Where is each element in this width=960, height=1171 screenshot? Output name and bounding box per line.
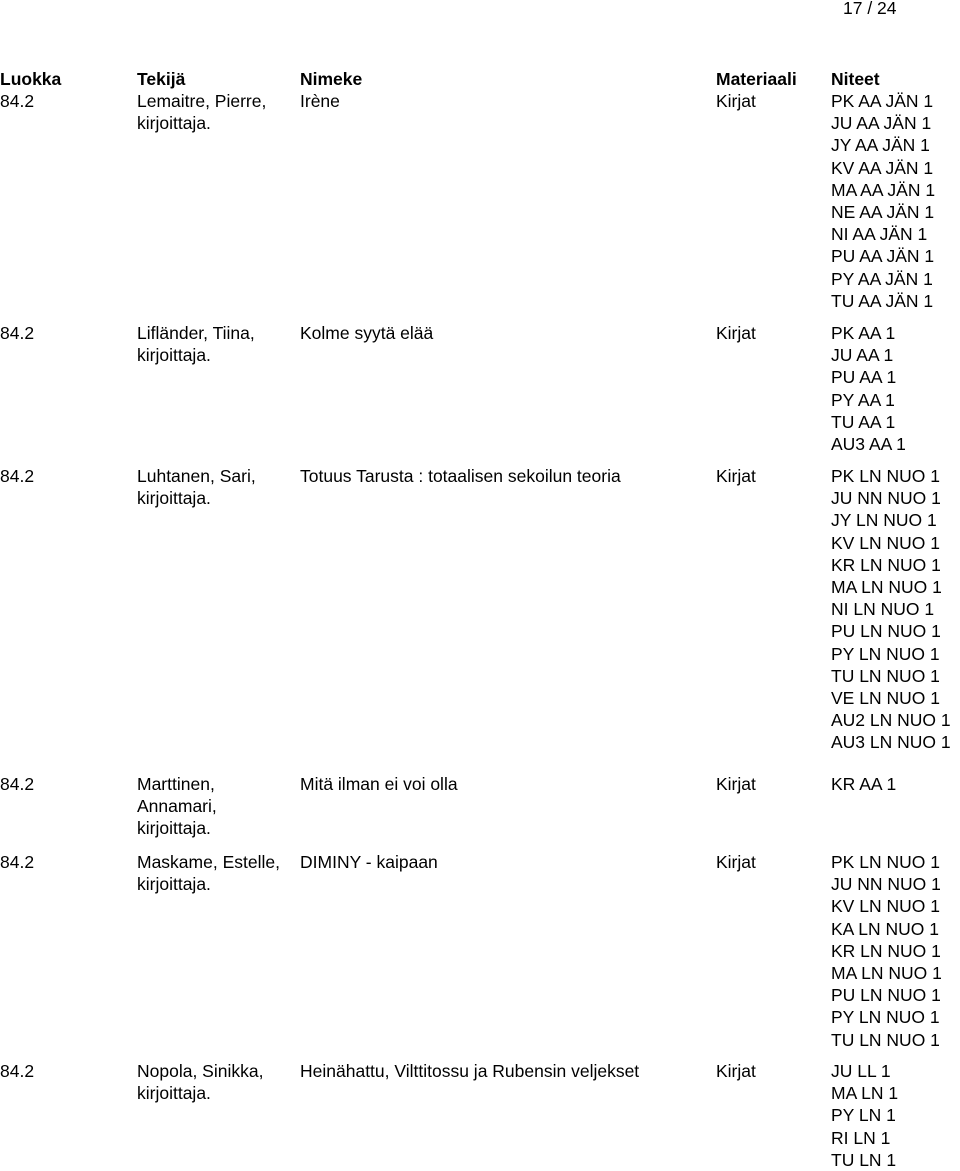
materiaali-cell: Kirjat: [716, 323, 756, 343]
nide-line: PY AA 1: [831, 389, 895, 410]
table-row: [0, 90, 960, 322]
nide-line: PU LN NUO 1: [831, 621, 941, 642]
nide-line: JY LN NUO 1: [831, 510, 937, 531]
niteet-cell: [831, 773, 896, 795]
nide-line: JU AA 1: [831, 345, 894, 366]
nide-line: KV AA JÄN 1: [831, 157, 934, 178]
nide-line: JU LL 1: [831, 1061, 891, 1081]
catalog-table: [0, 68, 960, 1171]
header-niteet: Niteet: [831, 69, 880, 89]
table-row: [0, 465, 960, 773]
nide-line: JY AA JÄN 1: [831, 135, 930, 156]
tekija-cell: [137, 773, 217, 840]
nide-line: PY LN NUO 1: [831, 1007, 940, 1028]
nide-line: KA LN NUO 1: [831, 918, 939, 939]
nide-line: RI LN 1: [831, 1127, 891, 1148]
nide-line: JU NN NUO 1: [831, 874, 941, 895]
nide-line: TU LN NUO 1: [831, 1029, 940, 1050]
nide-line: KV LN NUO 1: [831, 532, 940, 553]
tekija-line: kirjoittaja.: [137, 488, 211, 509]
tekija-line: kirjoittaja.: [137, 345, 211, 366]
tekija-cell: [137, 465, 256, 509]
nide-line: JU NN NUO 1: [831, 488, 941, 509]
tekija-line: Luhtanen, Sari,: [137, 466, 256, 486]
nide-line: KV LN NUO 1: [831, 896, 940, 917]
header-materiaali: Materiaali: [716, 69, 797, 89]
luokka-cell: 84.2: [0, 852, 35, 872]
tekija-line: Maskame, Estelle,: [137, 852, 280, 872]
nide-line: TU LN 1: [831, 1149, 897, 1170]
tekija-line: Annamari,: [137, 796, 217, 817]
nide-line: PU LN NUO 1: [831, 985, 941, 1006]
materiaali-cell: Kirjat: [716, 91, 756, 111]
luokka-cell: 84.2: [0, 774, 35, 794]
tekija-line: kirjoittaja.: [137, 818, 211, 839]
nimeke-cell: Heinähattu, Vilttitossu ja Rubensin veljekset: [300, 1061, 640, 1081]
nide-line: PU AA JÄN 1: [831, 246, 935, 267]
nide-line: PK LN NUO 1: [831, 466, 940, 486]
table-row: [0, 1060, 960, 1171]
table-row: [0, 773, 960, 851]
nide-line: NI AA JÄN 1: [831, 224, 928, 245]
nide-line: MA AA JÄN 1: [831, 179, 936, 200]
niteet-cell: [831, 322, 906, 455]
nide-line: JU AA JÄN 1: [831, 113, 932, 134]
nide-line: PY LN NUO 1: [831, 643, 940, 664]
niteet-cell: [831, 465, 951, 754]
materiaali-cell: Kirjat: [716, 852, 756, 872]
page-number: 17 / 24: [843, 0, 897, 18]
materiaali-cell: Kirjat: [716, 774, 756, 794]
nide-line: NE AA JÄN 1: [831, 202, 935, 223]
materiaali-cell: Kirjat: [716, 466, 756, 486]
niteet-cell: [831, 851, 942, 1051]
tekija-cell: [137, 90, 266, 134]
tekija-cell: [137, 322, 255, 366]
tekija-cell: [137, 1060, 263, 1104]
tekija-line: Lifländer, Tiina,: [137, 323, 255, 343]
nimeke-cell: Totuus Tarusta : totaalisen sekoilun teoria: [300, 466, 621, 486]
nide-line: KR LN NUO 1: [831, 940, 941, 961]
nide-line: TU AA JÄN 1: [831, 290, 934, 311]
nide-line: MA LN NUO 1: [831, 577, 942, 598]
nide-line: AU3 AA 1: [831, 434, 906, 455]
nide-line: PK AA 1: [831, 323, 896, 343]
nide-line: MA LN 1: [831, 1083, 899, 1104]
header-luokka: Luokka: [0, 69, 62, 89]
nide-line: VE LN NUO 1: [831, 688, 940, 709]
tekija-line: Marttinen,: [137, 774, 215, 794]
table-row: [0, 322, 960, 465]
tekija-cell: [137, 851, 280, 895]
nide-line: KR AA 1: [831, 774, 897, 794]
nide-line: PK AA JÄN 1: [831, 91, 934, 111]
table-row: [0, 851, 960, 1060]
nide-line: AU3 LN NUO 1: [831, 732, 951, 753]
tekija-line: kirjoittaja.: [137, 874, 211, 895]
nide-line: TU LN NUO 1: [831, 665, 940, 686]
nimeke-cell: Mitä ilman ei voi olla: [300, 774, 458, 794]
materiaali-cell: Kirjat: [716, 1061, 756, 1081]
nide-line: KR LN NUO 1: [831, 554, 941, 575]
tekija-line: kirjoittaja.: [137, 113, 211, 134]
header-nimeke: Nimeke: [300, 69, 363, 89]
niteet-cell: [831, 1060, 898, 1171]
tekija-line: kirjoittaja.: [137, 1083, 211, 1104]
nide-line: AU2 LN NUO 1: [831, 710, 951, 731]
nide-line: PU AA 1: [831, 367, 897, 388]
nide-line: PY AA JÄN 1: [831, 268, 933, 289]
nide-line: NI LN NUO 1: [831, 599, 935, 620]
nimeke-cell: DIMINY - kaipaan: [300, 852, 438, 872]
nide-line: MA LN NUO 1: [831, 963, 942, 984]
tekija-line: Nopola, Sinikka,: [137, 1061, 264, 1081]
tekija-line: Lemaitre, Pierre,: [137, 91, 267, 111]
nimeke-cell: Irène: [300, 91, 340, 111]
header-tekija: Tekijä: [137, 69, 186, 89]
niteet-cell: [831, 90, 935, 312]
nimeke-cell: Kolme syytä elää: [300, 323, 434, 343]
nide-line: TU AA 1: [831, 411, 896, 432]
luokka-cell: 84.2: [0, 1061, 35, 1081]
nide-line: PK LN NUO 1: [831, 852, 940, 872]
table-header: [0, 68, 960, 90]
luokka-cell: 84.2: [0, 323, 35, 343]
nide-line: PY LN 1: [831, 1105, 896, 1126]
luokka-cell: 84.2: [0, 466, 35, 486]
luokka-cell: 84.2: [0, 91, 35, 111]
